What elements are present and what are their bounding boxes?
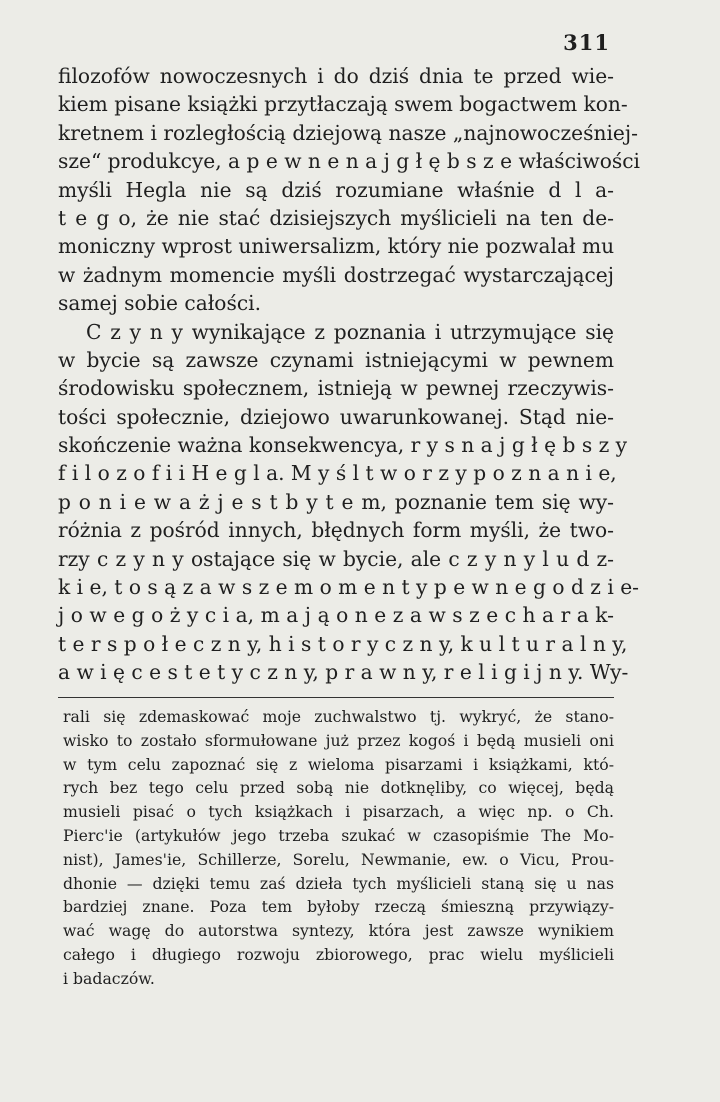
text-line: skończenie ważna konsekwencya, r y s n a j g ł ę b s z y bbox=[58, 433, 628, 458]
footnote-line: wać wagę do autorstwa syntezy, która jest zawsze wynikiem bbox=[63, 921, 614, 941]
text-line: środowisku społecznem, istnieją w pewnej rzeczywis- bbox=[58, 376, 614, 401]
text-line: p o n i e w a ż j e s t b y t e m, poznanie tem się wy- bbox=[58, 489, 614, 514]
text-line: moniczny wprost uniwersalizm, który nie pozwalał mu bbox=[58, 234, 615, 259]
text-line: rzy c z y n y ostające się w bycie, ale c z y n y l u d z- bbox=[58, 546, 614, 571]
text-line: j o w e g o ż y c i a, m a j ą o n e z a w s z e c h a r a k- bbox=[58, 603, 614, 628]
text-line: k i e, t o s ą z a w s z e m o m e n t y p e w n e g o d z i e- bbox=[58, 575, 639, 600]
footnote-line: Pierc'ie (artykułów jego trzeba szukać w czasopiśmie The Mo- bbox=[63, 825, 614, 845]
main-text bbox=[58, 62, 640, 687]
text-line: myśli Hegla nie są dziś rozumiane właśnie d l a- bbox=[58, 177, 614, 202]
text-line: różnia z pośród innych, błędnych form myśli, że two- bbox=[58, 518, 614, 543]
footnote-line: dhonie — dzięki temu zaś dzieła tych myślicieli staną się u nas bbox=[63, 873, 614, 893]
footnote-line: wisko to zostało sformułowane już przez kogoś i będą musieli oni bbox=[63, 730, 614, 750]
footnote-line: i badaczów. bbox=[63, 968, 155, 988]
text-line: kiem pisane książki przytłaczają swem bogactwem kon- bbox=[58, 92, 628, 117]
footnote-line: musieli pisać o tych książkach i pisarzach, a więc np. o Ch. bbox=[63, 802, 614, 822]
footnote-divider bbox=[58, 697, 614, 698]
text-line: a w i ę c e s t e t y c z n y, p r a w n y, r e l i g i j n y. Wy- bbox=[58, 660, 629, 685]
text-line: t e g o, że nie stać dzisiejszych myślicieli na ten de- bbox=[58, 205, 614, 230]
text-line: tości społecznie, dziejowo uwarunkowanej. Stąd nie- bbox=[58, 404, 614, 429]
text-line: f i l o z o f i i H e g l a. M y ś l t w o r z y p o z n a n i e, bbox=[58, 461, 617, 486]
page-number: 311 bbox=[563, 30, 610, 55]
footnote-line: w tym celu zapoznać się z wieloma pisarzami i książkami, któ- bbox=[63, 754, 614, 774]
text-line: C z y n y wynikające z poznania i utrzymujące się bbox=[86, 319, 614, 344]
text-line: samej sobie całości. bbox=[58, 291, 261, 316]
footnote-line: rych bez tego celu przed sobą nie dotknęliby, co więcej, będą bbox=[63, 778, 614, 798]
text-line: t e r s p o ł e c z n y, h i s t o r y c z n y, k u l t u r a l n y, bbox=[58, 631, 628, 656]
text-line: kretnem i rozległością dziejową nasze „najnowocześniej- bbox=[58, 120, 638, 145]
footnote bbox=[63, 705, 614, 991]
footnote-line: rali się zdemaskować moje zuchwalstwo tj. wykryć, że stano- bbox=[63, 707, 614, 726]
footnote-line: bardziej znane. Poza tem byłoby rzeczą śmieszną przywiązy- bbox=[63, 897, 614, 917]
text-line: w żadnym momencie myśli dostrzegać wystarczającej bbox=[58, 262, 614, 287]
footnote-line: nist), James'ie, Schillerze, Sorelu, Newmanie, ew. o Vicu, Prou- bbox=[63, 849, 614, 869]
text-line: filozofów nowoczesnych i do dziś dnia te przed wie- bbox=[58, 64, 614, 88]
text-line: w bycie są zawsze czynami istniejącymi w pewnem bbox=[58, 347, 614, 372]
text-line: sze“ produkcye, a p e w n e n a j g ł ę b s z e właściwości bbox=[58, 149, 640, 174]
footnote-line: całego i długiego rozwoju zbiorowego, prac wielu myślicieli bbox=[63, 944, 614, 964]
